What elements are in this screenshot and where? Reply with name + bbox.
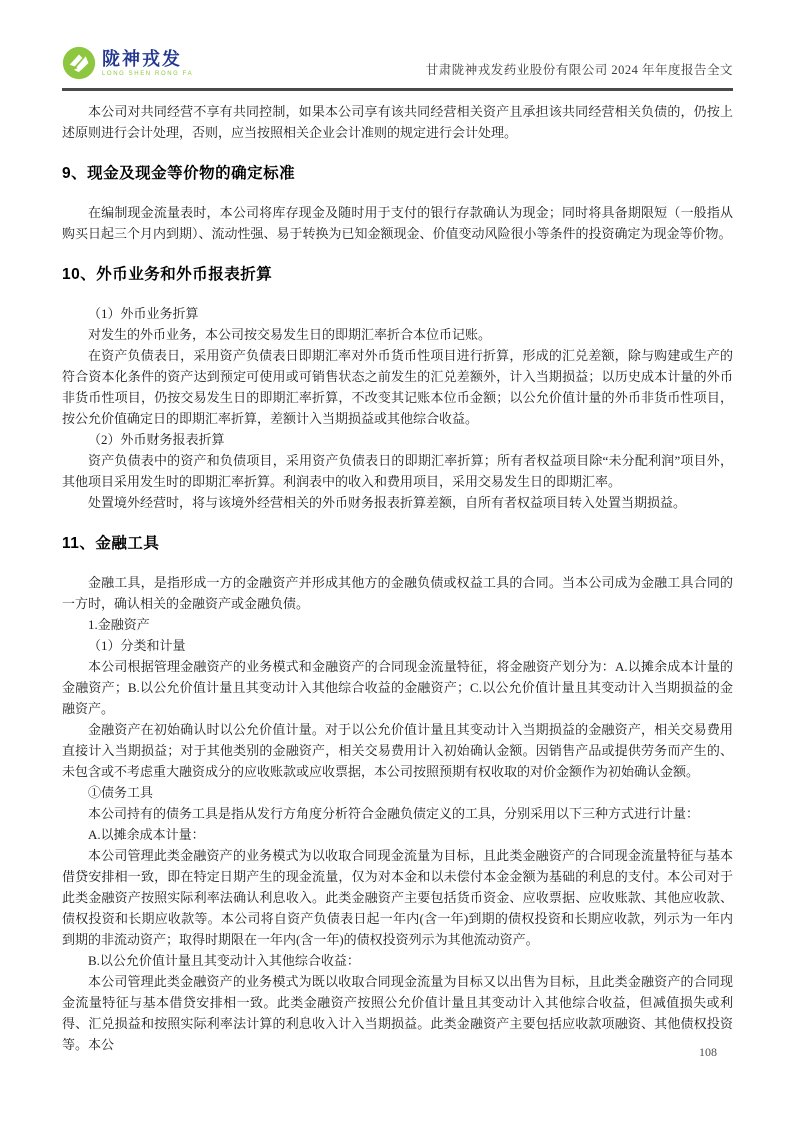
section-heading-10: 10、外币业务和外币报表折算 — [62, 266, 273, 283]
page-number: 108 — [699, 1045, 717, 1059]
subheading-financial-assets: 1.金融资产 — [88, 617, 150, 632]
subheading-debt-instrument: ①债务工具 — [88, 785, 154, 800]
paragraph-amortized-cost: 本公司管理此类金融资产的业务模式为以收取合同现金流量为目标，且此类金融资产的合同现金流量特征与基本借贷安排相一致，即在特定日期产生的现金流量，仅为对本金和以未偿付本金金额为基础的利息的支付。本公司对于此类金融资产按照实际利率法确认利息收入。此类金融资产主要包括货币资金、应收票据、应收账款、其他应收款、债权投资和长期应收款等。本公司将自资产负债表日起一年内(含一年)到期的债权投资和长期应收款，列示为一年内到期的非流动资产；取得时期限在一年内(含一年)的债权投资列示为其他流动资产。 — [62, 848, 733, 947]
section-heading-9: 9、现金及现金等价物的确定标准 — [62, 165, 296, 182]
paragraph-fvoci: 本公司管理此类金融资产的业务模式为既以收取合同现金流量为目标又以出售为目标，且此类金融资产的合同现金流量特征与基本借贷安排相一致。此类金融资产按照公允价值计量且其变动计入其他综合收益，但减值损失或利得、汇兑损益和按照实际利率法计算的利息收入计入当期损益。此类金融资产主要包括应收款项融资、其他债权投资等。本公 — [62, 974, 733, 1052]
paragraph-cash-equivalents: 在编制现金流量表时，本公司将库存现金及随时用于支付的银行存款确认为现金；同时将具备期限短（一般指从购买日起三个月内到期）、流动性强、易于转换为已知金额现金、价值变动风险很小等条件的投资确定为现金等价物。 — [62, 205, 733, 241]
subheading-fx-statements: （2）外币财务报表折算 — [88, 432, 225, 447]
brand-subtitle: LONG SHEN RONG FA — [102, 70, 194, 77]
paragraph-joint-operation: 本公司对共同经营不享有共同控制，如果本公司享有该共同经营相关资产且承担该共同经营相关负债的，仍按上述原则进行会计处理，否则，应当按照相关企业会计准则的规定进行会计处理。 — [62, 104, 733, 140]
paragraph-overseas-disposal: 处置境外经营时，将与该境外经营相关的外币财务报表折算差额，自所有者权益项目转入处置当期损益。 — [88, 495, 687, 510]
paragraph-initial-measurement: 金融资产在初始确认时以公允价值计量。对于以公允价值计量且其变动计入当期损益的金融资产，相关交易费用直接计入当期损益；对于其他类别的金融资产，相关交易费用计入初始确认金额。因销售产品或提供劳务而产生的、未包含或不考虑重大融资成分的应收账款或应收票据，本公司按照预期有权收取的对价金额作为初始确认金额。 — [62, 722, 733, 779]
paragraph-financial-instrument: 金融工具，是指形成一方的金融资产并形成其他方的金融负债或权益工具的合同。当本公司成为金融工具合同的一方时，确认相关的金融资产或金融负债。 — [62, 575, 733, 611]
section-heading-11: 11、金融工具 — [62, 535, 160, 552]
brand-name: 陇神戎发 — [102, 48, 182, 69]
paragraph-asset-categories: 本公司根据管理金融资产的业务模式和金融资产的合同现金流量特征，将金融资产划分为：A.以摊余成本计量的金融资产；B.以公允价值计量且其变动计入其他综合收益的金融资产；C.以公允价值计量且其变动计入当期损益的金融资产。 — [62, 659, 733, 716]
paragraph-debt-definition: 本公司持有的债务工具是指从发行方角度分析符合金融负债定义的工具，分别采用以下三种方式进行计量： — [88, 806, 700, 821]
subheading-fx-business: （1）外币业务折算 — [88, 306, 199, 321]
subheading-classification: （1）分类和计量 — [88, 638, 186, 653]
subheading-fvoci: B.以公允价值计量且其变动计入其他综合收益： — [88, 953, 360, 968]
paragraph-fx-recording: 对发生的外币业务，本公司按交易发生日的即期汇率折合本位币记账。 — [88, 327, 492, 342]
paragraph-balance-sheet-fx: 在资产负债表日，采用资产负债表日即期汇率对外币货币性项目进行折算，形成的汇兑差额，除与购建或生产的符合资本化条件的资产达到预定可使用或可销售状态之前发生的汇兑差额外，计入当期损益；以历史成本计量的外币非货币性项目，仍按交易发生日的即期汇率折算，不改变其记账本位币金额；以公允价值计量的外币非货币性项目，按公允价值确定日的即期汇率折算，差额计入当期损益或其他综合收益。 — [62, 348, 733, 426]
subheading-amortized-cost: A.以摊余成本计量： — [88, 827, 205, 842]
logo-text — [102, 50, 193, 77]
paragraph-fx-translation: 资产负债表中的资产和负债项目，采用资产负债表日的即期汇率折算；所有者权益项目除“未分配利润”项目外，其他项目采用发生时的即期汇率折算。利润表中的收入和费用项目，采用交易发生日的即期汇率。 — [62, 453, 733, 489]
logo-leaf-icon — [62, 46, 96, 80]
header-rule — [62, 88, 733, 91]
page-header — [62, 46, 733, 86]
document-body — [62, 101, 733, 1055]
report-title: 甘肃陇神戎发药业股份有限公司 2024 年年度报告全文 — [425, 63, 733, 77]
company-logo — [62, 46, 193, 80]
